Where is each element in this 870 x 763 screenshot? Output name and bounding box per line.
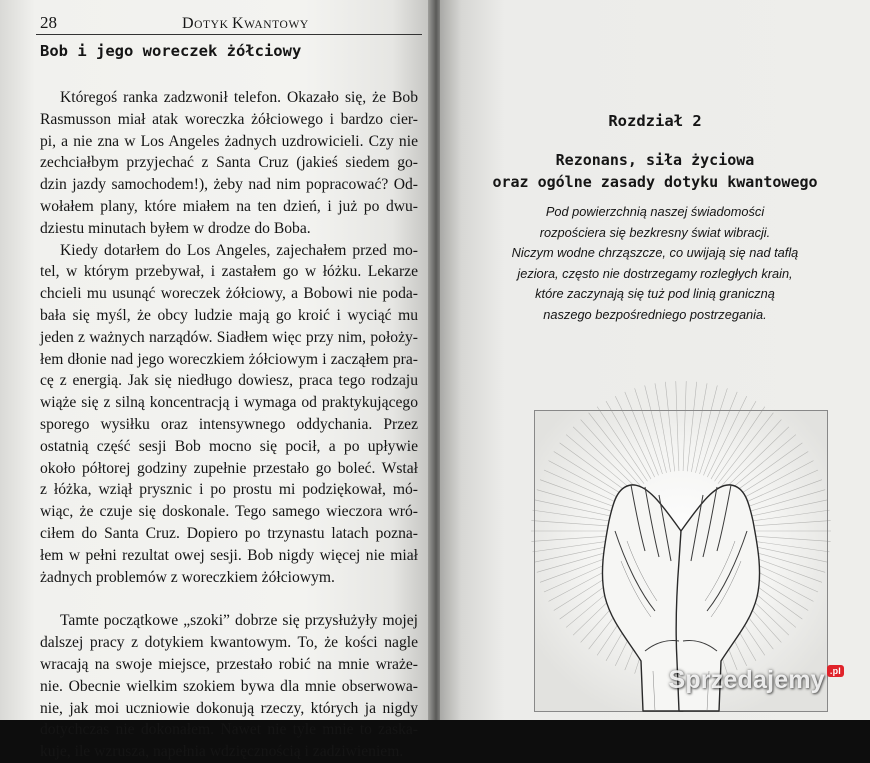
epigraph: [440, 202, 870, 325]
text-line: zechciałbym przyjechać z Santa Cruz (jakieś siedem go-: [40, 154, 418, 172]
chapter-title-line: oraz ogólne zasady dotyku kwantowego: [492, 173, 818, 191]
text-line: łem w pełni rezultat owej sesji. Bob nigdy więcej nie miał: [40, 546, 418, 564]
right-page: [440, 0, 870, 720]
body-text: [40, 87, 418, 763]
text-line: wracają na swoje miejsce, przestało robić na mnie wraże-: [40, 655, 418, 673]
epigraph-line: Pod powierzchnią naszej świadomości: [545, 204, 765, 219]
epigraph-line: rozpościera się bezkresny świat wibracji.: [539, 224, 771, 240]
paragraph-gap: [40, 588, 418, 610]
site-watermark: [668, 665, 844, 695]
watermark-text: Sprzedajemy: [668, 666, 825, 694]
chapter-title: [440, 149, 870, 193]
text-line: dzin jazdy samochodem!), żeby nad nim popracować? Od-: [40, 176, 418, 194]
text-line: ostatnią część sesji Bob mocno się pocił, a po upływie: [40, 437, 418, 455]
section-title: Bob i jego woreczek żółciowy: [40, 42, 302, 60]
text-line: sporego wysiłku oraz intensywnego oddychania. Przez: [40, 415, 418, 433]
text-line: nie. Obecnie wielkim szokiem bywa dla mnie obserwowa-: [40, 677, 418, 695]
chapter-title-line: Rezonans, siła życiowa: [555, 151, 755, 169]
text-line: Kiedy dotarłem do Los Angeles, zajechałem przed mo-: [60, 241, 418, 259]
text-line: wiąże się z silną koncentracją i wymaga od praktykującego: [40, 394, 418, 412]
book-title-header: DOTYK KWANTOWY: [182, 15, 309, 32]
epigraph-line: jeziora, często nie dostrzegamy rozległych krain,: [517, 265, 793, 281]
running-head: [40, 12, 420, 34]
text-line: łem dłonie nad jego woreczkiem żółciowym i zacząłem pra-: [40, 350, 418, 368]
text-line: Któregoś ranka zadzwonił telefon. Okazało się, że Bob: [60, 89, 418, 106]
text-line: z łóżka, wziął prysznic i po prostu mi podziękował, mó-: [40, 481, 418, 499]
text-line: nie, jak moi uczniowie dokonują rzeczy, których ja nigdy: [40, 699, 418, 717]
text-line: chcieli mu usunąć woreczek żółciowy, a Bobowi nie poda-: [40, 285, 418, 303]
text-line: ciłem do Santa Cruz. Dopiero po trzynastu latach pozna-: [40, 524, 418, 542]
header-rule: [36, 34, 422, 35]
epigraph-line: naszego bezpośredniego postrzegania.: [543, 306, 767, 322]
text-line: około półtorej godziny zupełnie przestało go boleć. Wstał: [40, 459, 418, 477]
epigraph-line: Niczym wodne chrząszcze, co uwijają się nad taflą: [511, 245, 799, 260]
left-page: [0, 0, 436, 761]
text-line: wołałem plany, które miałem na ten dzień, i już po dwu-: [40, 197, 418, 215]
text-line: dziestu minutach byłem w drodze do Boba.: [40, 219, 311, 237]
text-line: bała się myśl, że obcy ludzie mają go kroić i wyciąć mu: [40, 306, 418, 324]
watermark-badge: .pl: [827, 665, 844, 677]
text-line: jeden z ważnych narządów. Siadłem więc przy nim, położy-: [40, 328, 418, 346]
text-line: wiąc, że czuje się doskonale. Tego samego wieczora wró-: [40, 503, 418, 521]
text-line: tel, w którym przebywał, i zastałem go w łóżku. Lekarze: [40, 263, 418, 281]
epigraph-line: które zaczynają się tuż pod linią graniczną: [535, 286, 775, 301]
text-line: kuje, ile wzrusza, napełnia wdzięcznością i zadziwieniem.: [40, 743, 404, 761]
text-line: żadnych problemów z woreczkiem żółciowym.: [40, 568, 335, 586]
text-line: Rasmusson miał atak woreczka żółciowego i bardzo cier-: [40, 110, 418, 128]
chapter-number: Rozdział 2: [608, 112, 702, 130]
text-line: dotychczas nie dokonałem. Nawet nie tyle mnie to zaska-: [40, 721, 418, 739]
text-line: Tamte początkowe „szoki” dobrze się przysłużyły mojej: [60, 612, 418, 630]
text-line: dalszej pracy z dotykiem kwantowym. To, że kości nagle: [40, 634, 418, 652]
text-line: cę z energią. Jak się niedługo dowiesz, praca tego rodzaju: [40, 372, 418, 390]
text-line: pi, a nie zna w Los Angeles żadnych uzdrowicieli. Czy nie: [40, 132, 418, 150]
page-number: 28: [40, 13, 57, 32]
